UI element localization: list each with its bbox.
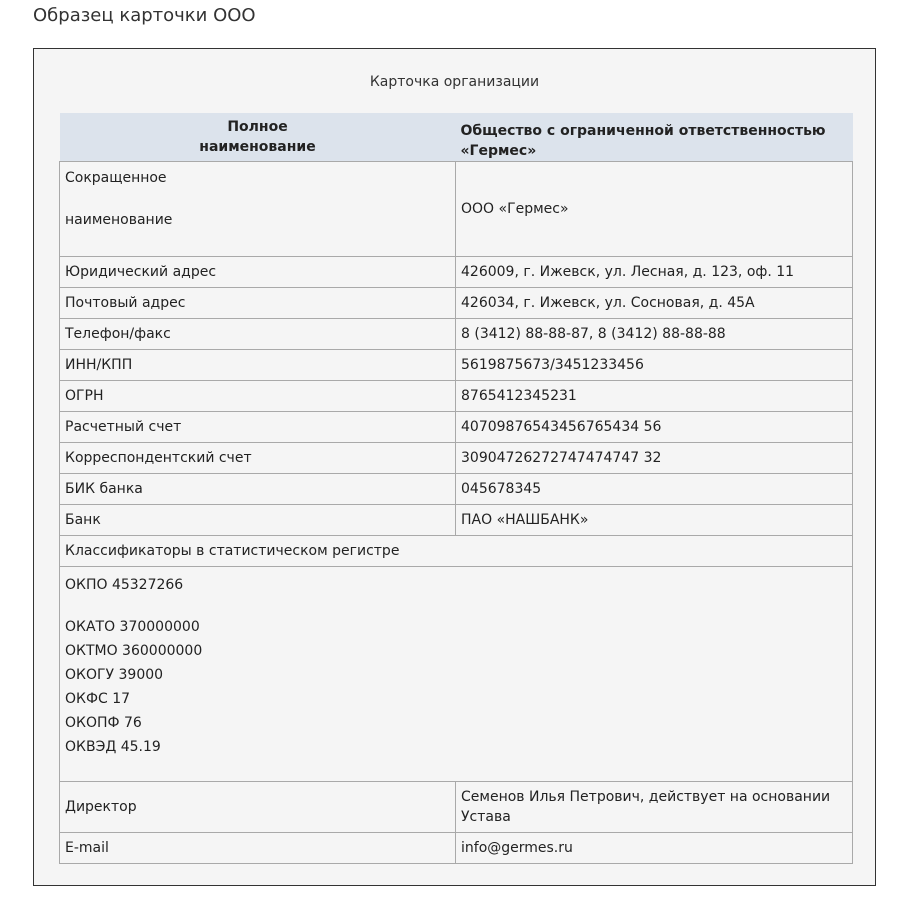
row-label: ИНН/КПП: [60, 350, 456, 381]
row-value: 5619875673/3451233456: [456, 350, 853, 381]
table-row: [60, 443, 853, 474]
classifiers-title: Классификаторы в статистическом регистре: [60, 536, 853, 567]
table-row: [60, 288, 853, 319]
page-title: Образец карточки ООО: [33, 5, 256, 26]
classifier-line: ОКОГУ 39000: [65, 667, 164, 683]
table-row: [60, 350, 853, 381]
row-label: Расчетный счет: [60, 412, 456, 443]
director-label: Директор: [60, 782, 456, 833]
short-name-value: ООО «Гермес»: [456, 162, 853, 257]
organization-card: [33, 48, 876, 886]
table-row-classifiers: [60, 567, 853, 782]
row-label: Юридический адрес: [60, 257, 456, 288]
organization-details-table: [59, 113, 853, 864]
table-row: [60, 474, 853, 505]
row-label: Телефон/факс: [60, 319, 456, 350]
classifier-okpo: ОКПО 45327266: [65, 577, 184, 593]
table-row-email: [60, 833, 853, 864]
email-label: E-mail: [60, 833, 456, 864]
full-name-value: Общество с ограниченной ответственностью «Гермес»: [456, 113, 853, 162]
row-value: 045678345: [456, 474, 853, 505]
full-name-label: [60, 113, 456, 162]
table-row-classifiers-title: [60, 536, 853, 567]
row-value: 40709876543456765434 56: [456, 412, 853, 443]
full-name-label-line2: наименование: [199, 139, 316, 155]
table-row-short-name: [60, 162, 853, 257]
classifiers-list: [60, 567, 853, 782]
email-value: info@germes.ru: [456, 833, 853, 864]
row-label: Корреспондентский счет: [60, 443, 456, 474]
classifier-line: ОКВЭД 45.19: [65, 739, 161, 755]
short-name-label-line2: наименование: [65, 212, 173, 228]
full-name-label-line1: Полное: [227, 119, 288, 135]
director-value: Семенов Илья Петрович, действует на основании Устава: [456, 782, 853, 833]
row-label: Почтовый адрес: [60, 288, 456, 319]
short-name-label: [60, 162, 456, 257]
row-value: 426034, г. Ижевск, ул. Сосновая, д. 45А: [456, 288, 853, 319]
table-row: [60, 257, 853, 288]
table-row: [60, 505, 853, 536]
classifier-line: ОКТМО 360000000: [65, 643, 203, 659]
classifier-line: ОКОПФ 76: [65, 715, 142, 731]
table-header-row: [60, 113, 853, 162]
table-row-director: [60, 782, 853, 833]
short-name-label-line1: Сокращенное: [65, 170, 167, 186]
table-row: [60, 319, 853, 350]
card-caption: Карточка организации: [369, 74, 540, 90]
row-value: 426009, г. Ижевск, ул. Лесная, д. 123, оф. 11: [456, 257, 853, 288]
row-value: ПАО «НАШБАНК»: [456, 505, 853, 536]
row-value: 8 (3412) 88-88-87, 8 (3412) 88-88-88: [456, 319, 853, 350]
classifier-line: ОКАТО 370000000: [65, 619, 200, 635]
row-label: БИК банка: [60, 474, 456, 505]
row-value: 8765412345231: [456, 381, 853, 412]
table-row: [60, 412, 853, 443]
table-row: [60, 381, 853, 412]
row-label: ОГРН: [60, 381, 456, 412]
row-label: Банк: [60, 505, 456, 536]
classifier-line: ОКФС 17: [65, 691, 131, 707]
row-value: 30904726272747474747 32: [456, 443, 853, 474]
